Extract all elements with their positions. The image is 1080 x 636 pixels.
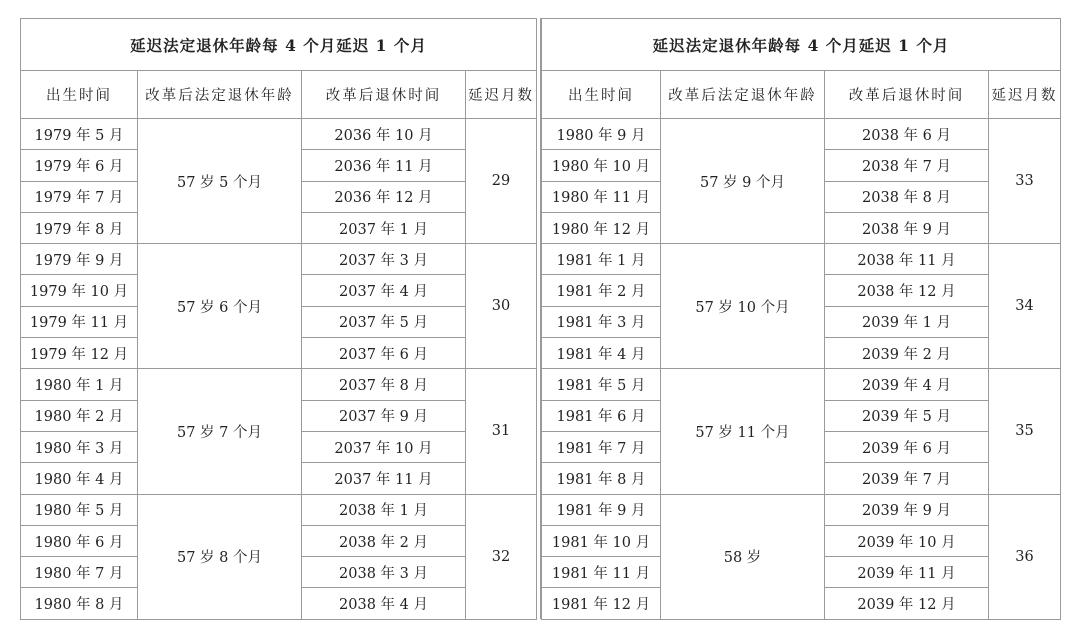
retirement-time-cell: 2039 年 11 月: [825, 557, 989, 588]
header-birth-time: 出生时间: [21, 71, 138, 119]
birth-time-cell: 1980 年 11 月: [542, 181, 661, 212]
birth-time-cell: 1981 年 5 月: [542, 369, 661, 400]
birth-time-cell: 1981 年 3 月: [542, 306, 661, 337]
birth-time-cell: 1981 年 10 月: [542, 525, 661, 556]
retirement-time-cell: 2038 年 8 月: [825, 181, 989, 212]
birth-time-cell: 1979 年 10 月: [21, 275, 138, 306]
retirement-time-cell: 2037 年 4 月: [302, 275, 466, 306]
retirement-time-cell: 2038 年 3 月: [302, 557, 466, 588]
retirement-time-cell: 2039 年 2 月: [825, 338, 989, 369]
birth-time-cell: 1981 年 8 月: [542, 463, 661, 494]
birth-time-cell: 1980 年 12 月: [542, 212, 661, 243]
left-table-panel: [20, 18, 537, 620]
birth-time-cell: 1980 年 10 月: [542, 150, 661, 181]
retirement-time-cell: 2037 年 11 月: [302, 463, 466, 494]
table-row: [21, 369, 537, 400]
delay-months-cell: 36: [989, 494, 1061, 619]
retirement-age-cell: 57 岁 9 个月: [661, 119, 825, 244]
right-table-panel: [541, 18, 1061, 620]
retirement-time-cell: 2037 年 6 月: [302, 338, 466, 369]
table-row: [21, 119, 537, 150]
birth-time-cell: 1980 年 5 月: [21, 494, 138, 525]
table-title: 延迟法定退休年龄每 4 个月延迟 1 个月: [21, 19, 537, 71]
table-row: [21, 244, 537, 275]
retirement-time-cell: 2039 年 6 月: [825, 431, 989, 462]
birth-time-cell: 1980 年 1 月: [21, 369, 138, 400]
retirement-time-cell: 2036 年 11 月: [302, 150, 466, 181]
table-row: [21, 494, 537, 525]
retirement-age-cell: 57 岁 11 个月: [661, 369, 825, 494]
birth-time-cell: 1980 年 6 月: [21, 525, 138, 556]
retirement-time-cell: 2038 年 9 月: [825, 212, 989, 243]
birth-time-cell: 1981 年 9 月: [542, 494, 661, 525]
retirement-time-cell: 2037 年 1 月: [302, 212, 466, 243]
birth-time-cell: 1980 年 8 月: [21, 588, 138, 619]
table-title: 延迟法定退休年龄每 4 个月延迟 1 个月: [542, 19, 1061, 71]
birth-time-cell: 1979 年 11 月: [21, 306, 138, 337]
retirement-time-cell: 2038 年 12 月: [825, 275, 989, 306]
retirement-time-cell: 2039 年 10 月: [825, 525, 989, 556]
retirement-age-cell: 57 岁 7 个月: [138, 369, 302, 494]
retirement-time-cell: 2039 年 4 月: [825, 369, 989, 400]
retirement-time-cell: 2036 年 12 月: [302, 181, 466, 212]
birth-time-cell: 1980 年 3 月: [21, 431, 138, 462]
delay-months-cell: 30: [466, 244, 537, 369]
birth-time-cell: 1979 年 12 月: [21, 338, 138, 369]
header-retirement-time: 改革后退休时间: [825, 71, 989, 119]
birth-time-cell: 1980 年 4 月: [21, 463, 138, 494]
retirement-time-cell: 2037 年 9 月: [302, 400, 466, 431]
retirement-time-cell: 2038 年 4 月: [302, 588, 466, 619]
table-row: [542, 369, 1061, 400]
header-birth-time: 出生时间: [542, 71, 661, 119]
birth-time-cell: 1980 年 9 月: [542, 119, 661, 150]
birth-time-cell: 1979 年 9 月: [21, 244, 138, 275]
birth-time-cell: 1979 年 5 月: [21, 119, 138, 150]
delay-months-cell: 31: [466, 369, 537, 494]
retirement-age-cell: 57 岁 5 个月: [138, 119, 302, 244]
retirement-time-cell: 2037 年 8 月: [302, 369, 466, 400]
retirement-age-cell: 57 岁 6 个月: [138, 244, 302, 369]
left-retirement-table: [20, 18, 537, 620]
retirement-time-cell: 2037 年 10 月: [302, 431, 466, 462]
birth-time-cell: 1980 年 7 月: [21, 557, 138, 588]
retirement-time-cell: 2038 年 6 月: [825, 119, 989, 150]
retirement-time-cell: 2037 年 3 月: [302, 244, 466, 275]
delay-months-cell: 32: [466, 494, 537, 619]
retirement-time-cell: 2039 年 12 月: [825, 588, 989, 619]
table-row: [542, 244, 1061, 275]
birth-time-cell: 1981 年 6 月: [542, 400, 661, 431]
table-row: [542, 119, 1061, 150]
birth-time-cell: 1981 年 1 月: [542, 244, 661, 275]
retirement-time-cell: 2039 年 5 月: [825, 400, 989, 431]
birth-time-cell: 1979 年 8 月: [21, 212, 138, 243]
retirement-time-cell: 2039 年 9 月: [825, 494, 989, 525]
retirement-age-cell: 57 岁 10 个月: [661, 244, 825, 369]
birth-time-cell: 1979 年 7 月: [21, 181, 138, 212]
header-delay-months: 延迟月数: [989, 71, 1061, 119]
delay-months-cell: 33: [989, 119, 1061, 244]
delay-months-cell: 34: [989, 244, 1061, 369]
header-retirement-time: 改革后退休时间: [302, 71, 466, 119]
retirement-time-cell: 2039 年 1 月: [825, 306, 989, 337]
header-delay-months: 延迟月数: [466, 71, 537, 119]
birth-time-cell: 1980 年 2 月: [21, 400, 138, 431]
retirement-time-cell: 2038 年 1 月: [302, 494, 466, 525]
retirement-time-cell: 2038 年 2 月: [302, 525, 466, 556]
retirement-time-cell: 2038 年 7 月: [825, 150, 989, 181]
birth-time-cell: 1981 年 4 月: [542, 338, 661, 369]
table-row: [542, 494, 1061, 525]
retirement-time-cell: 2037 年 5 月: [302, 306, 466, 337]
delay-months-cell: 35: [989, 369, 1061, 494]
retirement-age-cell: 57 岁 8 个月: [138, 494, 302, 619]
retirement-time-cell: 2038 年 11 月: [825, 244, 989, 275]
retirement-age-cell: 58 岁: [661, 494, 825, 619]
retirement-time-cell: 2039 年 7 月: [825, 463, 989, 494]
retirement-time-cell: 2036 年 10 月: [302, 119, 466, 150]
birth-time-cell: 1981 年 12 月: [542, 588, 661, 619]
right-retirement-table: [541, 18, 1061, 620]
birth-time-cell: 1981 年 11 月: [542, 557, 661, 588]
birth-time-cell: 1979 年 6 月: [21, 150, 138, 181]
header-retirement-age: 改革后法定退休年龄: [138, 71, 302, 119]
delay-months-cell: 29: [466, 119, 537, 244]
birth-time-cell: 1981 年 7 月: [542, 431, 661, 462]
header-retirement-age: 改革后法定退休年龄: [661, 71, 825, 119]
birth-time-cell: 1981 年 2 月: [542, 275, 661, 306]
